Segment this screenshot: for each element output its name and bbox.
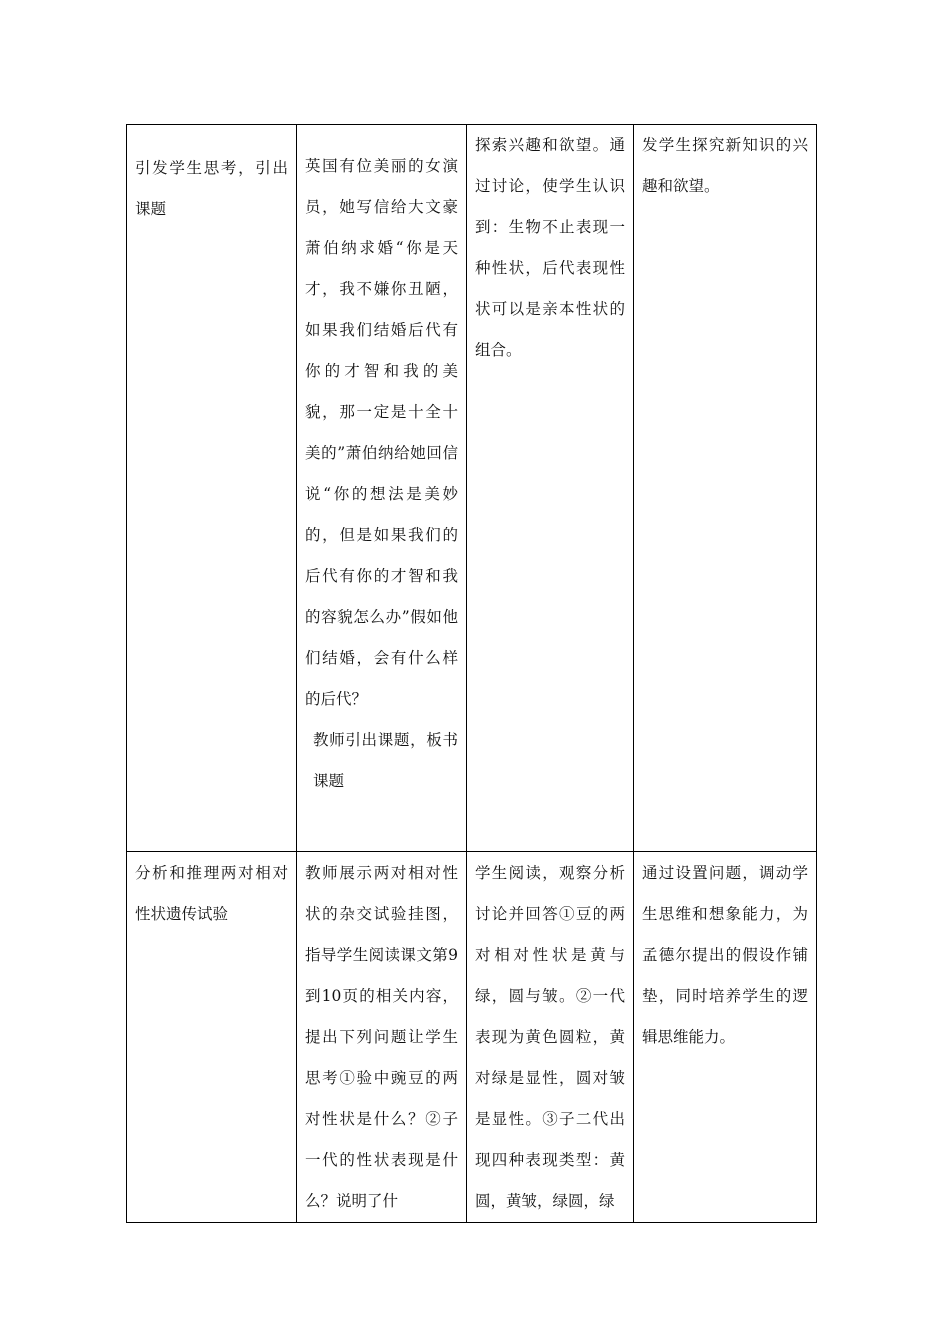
design-intent-cell (634, 125, 817, 852)
table-row (127, 852, 817, 1223)
design-intent-text: 通过设置问题，调动学生思维和想象能力，为孟德尔提出的假设作铺垫，同时培养学生的逻辑思维能力。 (642, 864, 808, 1046)
teacher-activity-cell (297, 852, 467, 1223)
student-activity-cell (467, 125, 634, 852)
stage-text: 引发学生思考，引出课题 (135, 159, 288, 218)
stage-cell (127, 852, 297, 1223)
design-intent-cell (634, 852, 817, 1223)
teacher-activity-text-2: 教师引出课题，板书课题 (313, 731, 458, 790)
stage-text: 分析和推理两对相对性状遗传试验 (135, 864, 288, 923)
lesson-plan-table (126, 124, 817, 1223)
teacher-activity-text: 英国有位美丽的女演员，她写信给大文豪萧伯纳求婚“你是天才，我不嫌你丑陋，如果我们结婚后代有你的才智和我的美貌，那一定是十全十美的”萧伯纳给她回信说“你的想法是美妙的，但是如果我们的后代有你的才智和我的容貌怎么办”假如他们结婚，会有什么样的后代？ (305, 157, 458, 708)
teacher-activity-text: 教师展示两对相对性状的杂交试验挂图，指导学生阅读课文第9到10页的相关内容，提出下列问题让学生思考①验中豌豆的两对性状是什么？②子一代的性状表现是什么？说明了什 (305, 864, 458, 1210)
teacher-activity-cell (297, 125, 467, 852)
stage-cell (127, 125, 297, 852)
student-activity-text: 探索兴趣和欲望。通过讨论，使学生认识到：生物不止表现一种性状，后代表现性状可以是亲本性状的组合。 (475, 136, 625, 359)
student-activity-text: 学生阅读，观察分析讨论并回答①豆的两对相对性状是黄与绿，圆与皱。②一代表现为黄色圆粒，黄对绿是显性，圆对皱是显性。③子二代出现四种表现类型：黄圆，黄皱，绿圆，绿 (475, 864, 625, 1210)
design-intent-text: 发学生探究新知识的兴趣和欲望。 (642, 136, 808, 195)
table-row (127, 125, 817, 852)
student-activity-cell (467, 852, 634, 1223)
